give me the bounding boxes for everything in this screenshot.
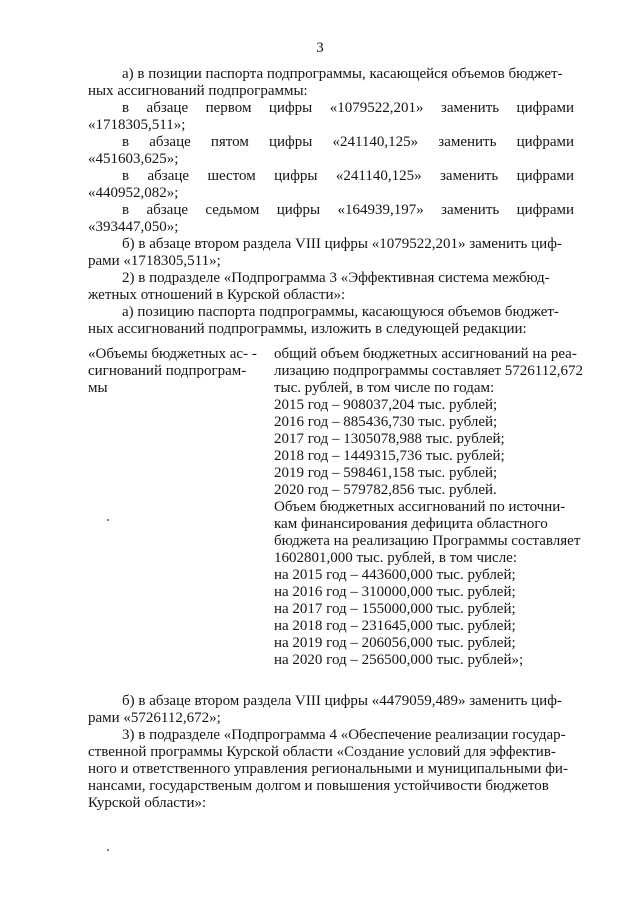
passport-value: общий объем бюджетных ассигнований на реа- лизацию подпрограммы составляет 5726112,672 тыс. рублей, в том числе по годам: 2015 год – 908037,204 тыс. рублей; 2016 год – 885436,730 тыс. рублей; 2017 год – 1305078,988 тыс. рублей; 2018 год – 1449315,736 тыс. рублей; 2019 год – 598461,158 тыс. рублей; 2020 год – 579782,856 тыс. рублей. Объем бюджетных ассигнований по источни- кам финансирования дефицита областного бюджета на реализацию Программы составляет 1602801,000 тыс. рублей, в том числе: на 2015 год – 443600,000 тыс. рублей; на 2016 год – 310000,000 тыс. рублей; на 2017 год – 155000,000 тыс. рублей; на 2018 год – 231645,000 тыс. рублей; на 2019 год – 206056,000 тыс. рублей; на 2020 год – 256500,000 тыс. рублей»; [274,346,583,668]
paragraph-line: «1718305,511»; [88,117,186,133]
scan-speck [107,519,109,521]
paragraph-line: «451603,625»; [88,151,179,167]
paragraph-line: ного и ответственного управления региональными и муниципальными фи- [88,761,568,777]
justified-line: в абзаце пятом цифры «241140,125» заменить цифрами [122,134,574,150]
paragraph-line: Курской области»: [88,795,207,811]
paragraph-line: ных ассигнований подпрограммы: [88,83,308,99]
justified-line: в абзаце шестом цифры «241140,125» заменить цифрами [122,168,574,184]
paragraph-line: а) в позиции паспорта подпрограммы, касающейся объемов бюджет- [122,66,563,82]
paragraph-line: жетных отношений в Курской области»: [88,287,346,303]
justified-line: в абзаце седьмом цифры «164939,197» заменить цифрами [122,202,574,218]
paragraph-line: нансами, государственым долгом и повышения устойчивости бюджетов [88,778,549,794]
paragraph-line: ственной программы Курской области «Создание условий для эффектив- [88,744,556,760]
amendments-block-1 [88,66,574,338]
scan-speck [107,849,109,851]
justified-line: в абзаце первом цифры «1079522,201» заменить цифрами [122,100,574,116]
page-number: 3 [316,40,324,56]
amendments-block-2 [88,693,574,812]
passport-label: «Объемы бюджетных ас- - сигнований подпрограм- мы [88,346,257,396]
paragraph-line: б) в абзаце втором раздела VIII цифры «1079522,201» заменить циф- [122,236,562,252]
paragraph-line: рами «5726112,672»; [88,710,221,726]
paragraph-line: а) позицию паспорта подпрограммы, касающуюся объемов бюджет- [122,304,559,320]
paragraph-line: ных ассигнований подпрограммы, изложить в следующей редакции: [88,321,527,337]
paragraph-line: «440952,082»; [88,185,179,201]
paragraph-line: б) в абзаце втором раздела VIII цифры «4479059,489» заменить циф- [122,693,562,709]
paragraph-line: 3) в подразделе «Подпрограмма 4 «Обеспечение реализации государ- [122,727,566,743]
paragraph-line: 2) в подразделе «Подпрограмма 3 «Эффективная система межбюд- [122,270,550,286]
paragraph-line: «393447,050»; [88,219,179,235]
paragraph-line: рами «1718305,511»; [88,253,221,269]
